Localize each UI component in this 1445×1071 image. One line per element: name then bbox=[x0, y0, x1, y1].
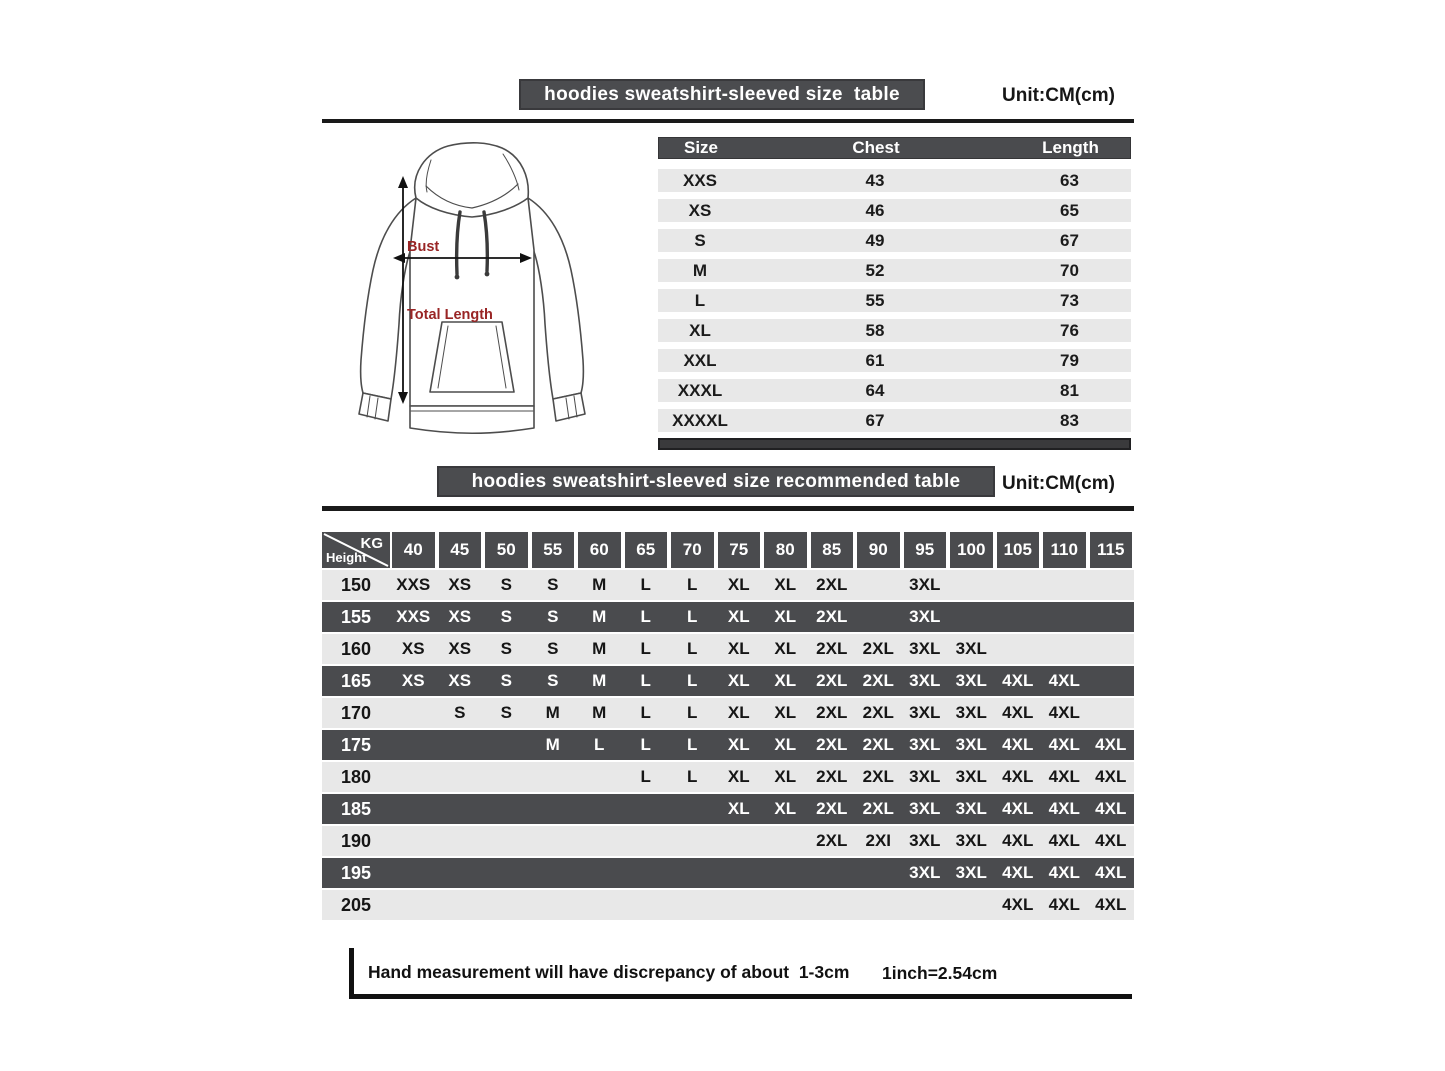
matrix-height-label: 165 bbox=[340, 671, 372, 691]
matrix-size-cell: 2XL bbox=[862, 671, 894, 690]
matrix-size-cell: XXS bbox=[396, 607, 431, 626]
matrix-size-cell: XL bbox=[774, 703, 797, 722]
matrix-size-cell: 4XL bbox=[1095, 895, 1127, 914]
matrix-size-cell: S bbox=[500, 671, 512, 690]
matrix-size-cell: 3XL bbox=[909, 863, 941, 882]
matrix-size-cell: 2XL bbox=[816, 767, 848, 786]
matrix-weight-header: 55 bbox=[532, 532, 575, 568]
matrix-size-cell: L bbox=[687, 767, 698, 786]
matrix-height-label: 180 bbox=[340, 767, 372, 787]
matrix-size-cell: L bbox=[640, 767, 651, 786]
matrix-size-cell: 3XL bbox=[955, 863, 987, 882]
matrix-size-cell: 4XL bbox=[1048, 767, 1080, 786]
size-table-cell: 79 bbox=[1060, 351, 1079, 370]
matrix-size-cell: M bbox=[592, 575, 607, 594]
matrix-size-cell: XL bbox=[727, 575, 750, 594]
matrix-size-cell bbox=[855, 602, 902, 632]
size-table-cell: 67 bbox=[865, 411, 885, 430]
matrix-size-cell bbox=[576, 826, 623, 856]
matrix-size-cell: XS bbox=[448, 575, 472, 594]
size-table-cell: XXXL bbox=[677, 381, 723, 400]
matrix-size-cell: L bbox=[640, 671, 651, 690]
size-table-row bbox=[658, 229, 1131, 252]
matrix-size-cell bbox=[437, 826, 484, 856]
matrix-size-cell: M bbox=[592, 639, 607, 658]
matrix-size-cell bbox=[623, 858, 670, 888]
matrix-size-cell bbox=[669, 826, 716, 856]
matrix-weight-header: 70 bbox=[671, 532, 714, 568]
matrix-size-cell: 4XL bbox=[1048, 735, 1080, 754]
matrix-size-cell: XL bbox=[727, 607, 750, 626]
size-table-cell: 61 bbox=[865, 351, 885, 370]
size-table-title-bar bbox=[519, 79, 925, 110]
size-table-cell: XL bbox=[689, 321, 711, 340]
matrix-size-cell: 2XL bbox=[816, 799, 848, 818]
recommended-table-title-bar bbox=[437, 466, 995, 497]
matrix-size-cell: XL bbox=[774, 671, 797, 690]
matrix-size-cell: 2XL bbox=[816, 639, 848, 658]
size-table-row bbox=[658, 289, 1131, 312]
matrix-size-cell: 3XL bbox=[955, 799, 987, 818]
matrix-size-cell bbox=[809, 858, 856, 888]
matrix-size-cell: 4XL bbox=[1095, 863, 1127, 882]
matrix-size-cell bbox=[530, 858, 577, 888]
matrix-row bbox=[322, 730, 1134, 760]
matrix-size-cell: 2XL bbox=[862, 639, 894, 658]
matrix-weight-header: 60 bbox=[578, 532, 621, 568]
size-table-cell: 76 bbox=[1060, 321, 1079, 340]
footer-note: Hand measurement will have discrepancy of about 1-3cm bbox=[368, 962, 850, 982]
matrix-weight-header: 100 bbox=[950, 532, 993, 568]
matrix-size-cell: L bbox=[687, 735, 698, 754]
matrix-size-cell: S bbox=[454, 703, 466, 722]
matrix-size-cell: 2XL bbox=[862, 735, 894, 754]
matrix-weight-header: 105 bbox=[997, 532, 1040, 568]
matrix-size-cell: 4XL bbox=[1095, 831, 1127, 850]
matrix-size-cell bbox=[1088, 666, 1135, 696]
matrix-size-cell: 4XL bbox=[1048, 831, 1080, 850]
matrix-size-cell: 2XI bbox=[865, 831, 892, 850]
matrix-size-cell: 4XL bbox=[1048, 703, 1080, 722]
size-table-row bbox=[658, 349, 1131, 372]
matrix-size-cell: XL bbox=[727, 671, 750, 690]
size-table-body bbox=[658, 169, 1131, 432]
matrix-size-cell bbox=[669, 890, 716, 920]
size-table-cell: 55 bbox=[865, 291, 885, 310]
footer-conversion: 1inch=2.54cm bbox=[882, 963, 998, 983]
divider-line-2 bbox=[322, 506, 1134, 511]
matrix-weight-header: 75 bbox=[718, 532, 761, 568]
matrix-size-cell: 4XL bbox=[1002, 863, 1034, 882]
matrix-height-label: 150 bbox=[340, 575, 372, 595]
matrix-size-cell bbox=[669, 794, 716, 824]
size-table-column-header: Size bbox=[683, 138, 719, 157]
matrix-size-cell: XL bbox=[774, 639, 797, 658]
matrix-row bbox=[322, 858, 1134, 888]
matrix-size-cell bbox=[576, 794, 623, 824]
matrix-size-cell bbox=[716, 858, 763, 888]
matrix-size-cell: M bbox=[592, 607, 607, 626]
size-table-row bbox=[658, 379, 1131, 402]
matrix-size-cell: XL bbox=[774, 607, 797, 626]
matrix-size-cell: 2XL bbox=[816, 703, 848, 722]
size-table-column-header: Chest bbox=[852, 138, 900, 157]
matrix-size-cell bbox=[483, 858, 530, 888]
matrix-size-cell bbox=[576, 762, 623, 792]
matrix-size-cell: 3XL bbox=[955, 671, 987, 690]
matrix-size-cell: XL bbox=[727, 639, 750, 658]
matrix-size-cell bbox=[483, 826, 530, 856]
matrix-size-cell bbox=[623, 890, 670, 920]
matrix-size-cell bbox=[809, 890, 856, 920]
matrix-size-cell bbox=[483, 762, 530, 792]
size-table-row bbox=[658, 319, 1131, 342]
matrix-size-cell bbox=[390, 794, 437, 824]
matrix-size-cell: 4XL bbox=[1095, 735, 1127, 754]
matrix-weight-header: 65 bbox=[625, 532, 668, 568]
unit-label-2: Unit:CM(cm) bbox=[1002, 473, 1115, 494]
matrix-size-cell bbox=[995, 634, 1042, 664]
matrix-height-label: 190 bbox=[340, 831, 372, 851]
matrix-size-cell: 2XL bbox=[816, 607, 848, 626]
matrix-row bbox=[322, 890, 1134, 920]
matrix-size-cell bbox=[437, 730, 484, 760]
matrix-size-cell: 2XL bbox=[816, 575, 848, 594]
bust-label: Bust bbox=[407, 239, 440, 255]
matrix-size-cell bbox=[1088, 634, 1135, 664]
matrix-size-cell: L bbox=[687, 703, 698, 722]
matrix-row bbox=[322, 666, 1134, 696]
matrix-size-cell bbox=[623, 794, 670, 824]
matrix-size-cell: 3XL bbox=[955, 831, 987, 850]
matrix-size-cell bbox=[902, 890, 949, 920]
hoodie-measurement-diagram bbox=[330, 138, 620, 448]
matrix-size-cell: 3XL bbox=[909, 703, 941, 722]
size-table-title: hoodies sweatshirt-sleeved size table bbox=[544, 83, 900, 105]
matrix-size-cell: XL bbox=[774, 799, 797, 818]
size-table-cell: 65 bbox=[1060, 201, 1079, 220]
size-table-cell: 73 bbox=[1060, 291, 1079, 310]
matrix-size-cell bbox=[948, 890, 995, 920]
size-table-cell: 83 bbox=[1060, 411, 1079, 430]
matrix-weight-header: 90 bbox=[857, 532, 900, 568]
size-table-cell: 49 bbox=[865, 231, 885, 250]
hoodie-hood bbox=[415, 143, 529, 217]
matrix-size-cell: M bbox=[545, 703, 560, 722]
size-table-cell: 52 bbox=[865, 261, 885, 280]
matrix-size-cell bbox=[1088, 698, 1135, 728]
matrix-size-cell bbox=[530, 794, 577, 824]
matrix-size-cell: 4XL bbox=[1048, 799, 1080, 818]
matrix-size-cell bbox=[576, 890, 623, 920]
matrix-height-label: 185 bbox=[340, 799, 372, 819]
size-table-row bbox=[658, 409, 1131, 432]
size-table-header bbox=[658, 137, 1131, 159]
corner-height-label: Height bbox=[326, 550, 367, 565]
matrix-size-cell bbox=[995, 602, 1042, 632]
matrix-size-cell: 4XL bbox=[1048, 895, 1080, 914]
size-table-cell: 81 bbox=[1060, 381, 1079, 400]
matrix-body bbox=[322, 570, 1134, 920]
matrix-size-cell: S bbox=[500, 575, 512, 594]
matrix-size-cell: XL bbox=[727, 767, 750, 786]
size-table-cell: 43 bbox=[865, 171, 885, 190]
matrix-size-cell bbox=[948, 570, 995, 600]
matrix-size-cell: 2XL bbox=[862, 799, 894, 818]
matrix-size-cell bbox=[669, 858, 716, 888]
matrix-size-cell bbox=[948, 602, 995, 632]
size-table-cell: XXS bbox=[682, 171, 718, 190]
matrix-size-cell bbox=[855, 570, 902, 600]
matrix-row bbox=[322, 570, 1134, 600]
matrix-size-cell: XL bbox=[727, 703, 750, 722]
matrix-row bbox=[322, 762, 1134, 792]
matrix-size-cell: 2XL bbox=[862, 767, 894, 786]
matrix-size-cell bbox=[390, 890, 437, 920]
matrix-size-cell: 2XL bbox=[816, 735, 848, 754]
matrix-weight-header: 40 bbox=[392, 532, 435, 568]
matrix-height-label: 160 bbox=[340, 639, 372, 659]
matrix-size-cell bbox=[716, 826, 763, 856]
matrix-size-cell: S bbox=[500, 703, 512, 722]
matrix-size-cell: 4XL bbox=[1002, 799, 1034, 818]
matrix-size-cell: XL bbox=[727, 799, 750, 818]
matrix-size-cell: 3XL bbox=[955, 735, 987, 754]
matrix-size-cell: 4XL bbox=[1002, 831, 1034, 850]
matrix-size-cell: M bbox=[592, 671, 607, 690]
matrix-size-cell bbox=[530, 826, 577, 856]
recommended-table-title: hoodies sweatshirt-sleeved size recommended table bbox=[471, 470, 961, 492]
footer-frame bbox=[349, 948, 1132, 999]
matrix-size-cell: L bbox=[640, 575, 651, 594]
size-table-cell: XS bbox=[688, 201, 712, 220]
size-table-bottom-bar bbox=[658, 438, 1131, 450]
size-table-row bbox=[658, 259, 1131, 282]
matrix-size-cell: 4XL bbox=[1048, 671, 1080, 690]
matrix-row bbox=[322, 826, 1134, 856]
matrix-size-cell: 3XL bbox=[955, 767, 987, 786]
matrix-size-cell: S bbox=[547, 639, 559, 658]
matrix-weight-header: 80 bbox=[764, 532, 807, 568]
matrix-size-cell: L bbox=[640, 735, 651, 754]
matrix-size-cell bbox=[995, 570, 1042, 600]
matrix-size-cell bbox=[855, 858, 902, 888]
matrix-weight-header: 110 bbox=[1043, 532, 1086, 568]
matrix-size-cell: 3XL bbox=[909, 671, 941, 690]
size-table-cell: 70 bbox=[1060, 261, 1079, 280]
size-table-cell: XXXXL bbox=[672, 411, 728, 430]
size-table-cell: 63 bbox=[1060, 171, 1079, 190]
size-table-column-header: Length bbox=[1042, 138, 1099, 157]
matrix-size-cell: M bbox=[545, 735, 560, 754]
matrix-size-cell: L bbox=[640, 703, 651, 722]
matrix-size-cell: 3XL bbox=[955, 703, 987, 722]
matrix-size-cell: L bbox=[594, 735, 605, 754]
matrix-size-cell: XS bbox=[401, 639, 425, 658]
matrix-size-cell bbox=[437, 794, 484, 824]
matrix-size-cell: XS bbox=[448, 671, 472, 690]
matrix-size-cell bbox=[855, 890, 902, 920]
matrix-size-cell: S bbox=[547, 671, 559, 690]
matrix-size-cell: XS bbox=[448, 639, 472, 658]
matrix-size-cell bbox=[437, 890, 484, 920]
matrix-size-cell: L bbox=[687, 575, 698, 594]
matrix-size-cell: XXS bbox=[396, 575, 431, 594]
matrix-size-cell bbox=[1041, 570, 1088, 600]
matrix-size-cell: M bbox=[592, 703, 607, 722]
matrix-size-cell: 3XL bbox=[909, 735, 941, 754]
matrix-weight-header: 45 bbox=[439, 532, 482, 568]
matrix-size-cell: 4XL bbox=[1002, 895, 1034, 914]
matrix-size-cell bbox=[530, 762, 577, 792]
matrix-size-cell: 3XL bbox=[909, 575, 941, 594]
matrix-size-cell bbox=[390, 762, 437, 792]
matrix-header-row bbox=[322, 532, 1134, 568]
matrix-height-label: 175 bbox=[340, 735, 372, 755]
size-table-cell: 58 bbox=[865, 321, 885, 340]
matrix-size-cell: S bbox=[500, 607, 512, 626]
matrix-size-cell: L bbox=[640, 639, 651, 658]
hoodie-hem bbox=[410, 406, 534, 433]
hoodie-left-sleeve bbox=[361, 198, 416, 399]
matrix-size-cell: 4XL bbox=[1095, 799, 1127, 818]
matrix-size-cell bbox=[1041, 634, 1088, 664]
size-table-cell: 64 bbox=[865, 381, 885, 400]
matrix-size-cell bbox=[1088, 570, 1135, 600]
matrix-size-cell: XL bbox=[774, 575, 797, 594]
size-table-row bbox=[658, 169, 1131, 192]
matrix-size-cell: S bbox=[547, 575, 559, 594]
matrix-size-cell bbox=[1088, 602, 1135, 632]
matrix-size-cell bbox=[762, 858, 809, 888]
matrix-size-cell bbox=[390, 698, 437, 728]
matrix-size-cell: L bbox=[687, 671, 698, 690]
matrix-size-cell: S bbox=[500, 639, 512, 658]
matrix-size-cell bbox=[1041, 602, 1088, 632]
matrix-weight-header: 95 bbox=[904, 532, 947, 568]
matrix-size-cell bbox=[576, 858, 623, 888]
matrix-size-cell: 3XL bbox=[909, 607, 941, 626]
matrix-weight-header: 115 bbox=[1090, 532, 1133, 568]
matrix-height-label: 195 bbox=[340, 863, 372, 883]
size-table-cell: 46 bbox=[865, 201, 885, 220]
hoodie-right-sleeve bbox=[528, 198, 583, 399]
matrix-size-cell: XS bbox=[401, 671, 425, 690]
recommendation-matrix bbox=[322, 532, 1134, 920]
matrix-size-cell: 4XL bbox=[1002, 671, 1034, 690]
matrix-size-cell bbox=[390, 826, 437, 856]
matrix-size-cell bbox=[483, 794, 530, 824]
size-table-cell: M bbox=[692, 261, 708, 280]
divider-line-1 bbox=[322, 119, 1134, 123]
matrix-size-cell: 3XL bbox=[909, 799, 941, 818]
matrix-size-cell bbox=[762, 826, 809, 856]
matrix-size-cell bbox=[623, 826, 670, 856]
matrix-size-cell bbox=[762, 890, 809, 920]
matrix-size-cell: 4XL bbox=[1002, 703, 1034, 722]
matrix-corner-cell bbox=[322, 532, 390, 568]
matrix-height-label: 170 bbox=[340, 703, 372, 723]
matrix-size-cell bbox=[483, 890, 530, 920]
matrix-size-cell: 3XL bbox=[955, 639, 987, 658]
matrix-size-cell: 2XL bbox=[816, 831, 848, 850]
matrix-size-cell: L bbox=[687, 639, 698, 658]
matrix-size-cell bbox=[390, 858, 437, 888]
matrix-size-cell: 2XL bbox=[816, 671, 848, 690]
matrix-size-cell: L bbox=[687, 607, 698, 626]
matrix-weight-header: 50 bbox=[485, 532, 528, 568]
matrix-size-cell: XL bbox=[774, 735, 797, 754]
size-table bbox=[658, 137, 1131, 450]
matrix-size-cell: L bbox=[640, 607, 651, 626]
matrix-size-cell bbox=[437, 762, 484, 792]
matrix-size-cell bbox=[530, 890, 577, 920]
matrix-size-cell: 3XL bbox=[909, 767, 941, 786]
matrix-size-cell: XL bbox=[774, 767, 797, 786]
matrix-row bbox=[322, 698, 1134, 728]
matrix-size-cell: XL bbox=[727, 735, 750, 754]
matrix-height-label: 205 bbox=[340, 895, 372, 915]
matrix-size-cell bbox=[483, 730, 530, 760]
matrix-size-cell: 2XL bbox=[862, 703, 894, 722]
matrix-size-cell: XS bbox=[448, 607, 472, 626]
corner-kg-label: KG bbox=[360, 535, 383, 552]
size-table-row bbox=[658, 199, 1131, 222]
matrix-size-cell: 4XL bbox=[1048, 863, 1080, 882]
matrix-row bbox=[322, 634, 1134, 664]
matrix-size-cell: 4XL bbox=[1002, 767, 1034, 786]
matrix-row bbox=[322, 602, 1134, 632]
size-table-cell: XXL bbox=[683, 351, 717, 370]
size-table-cell: S bbox=[694, 231, 706, 250]
matrix-row bbox=[322, 794, 1134, 824]
matrix-size-cell bbox=[437, 858, 484, 888]
size-table-cell: L bbox=[694, 291, 706, 310]
matrix-size-cell: 4XL bbox=[1002, 735, 1034, 754]
matrix-size-cell: 4XL bbox=[1095, 767, 1127, 786]
matrix-height-label: 155 bbox=[340, 607, 372, 627]
matrix-size-cell: S bbox=[547, 607, 559, 626]
total-length-label: Total Length bbox=[407, 307, 493, 323]
unit-label-1: Unit:CM(cm) bbox=[1002, 85, 1115, 106]
size-table-cell: 67 bbox=[1060, 231, 1079, 250]
matrix-size-cell bbox=[716, 890, 763, 920]
matrix-size-cell: 3XL bbox=[909, 831, 941, 850]
matrix-size-cell bbox=[390, 730, 437, 760]
matrix-size-cell: 3XL bbox=[909, 639, 941, 658]
matrix-weight-header: 85 bbox=[811, 532, 854, 568]
